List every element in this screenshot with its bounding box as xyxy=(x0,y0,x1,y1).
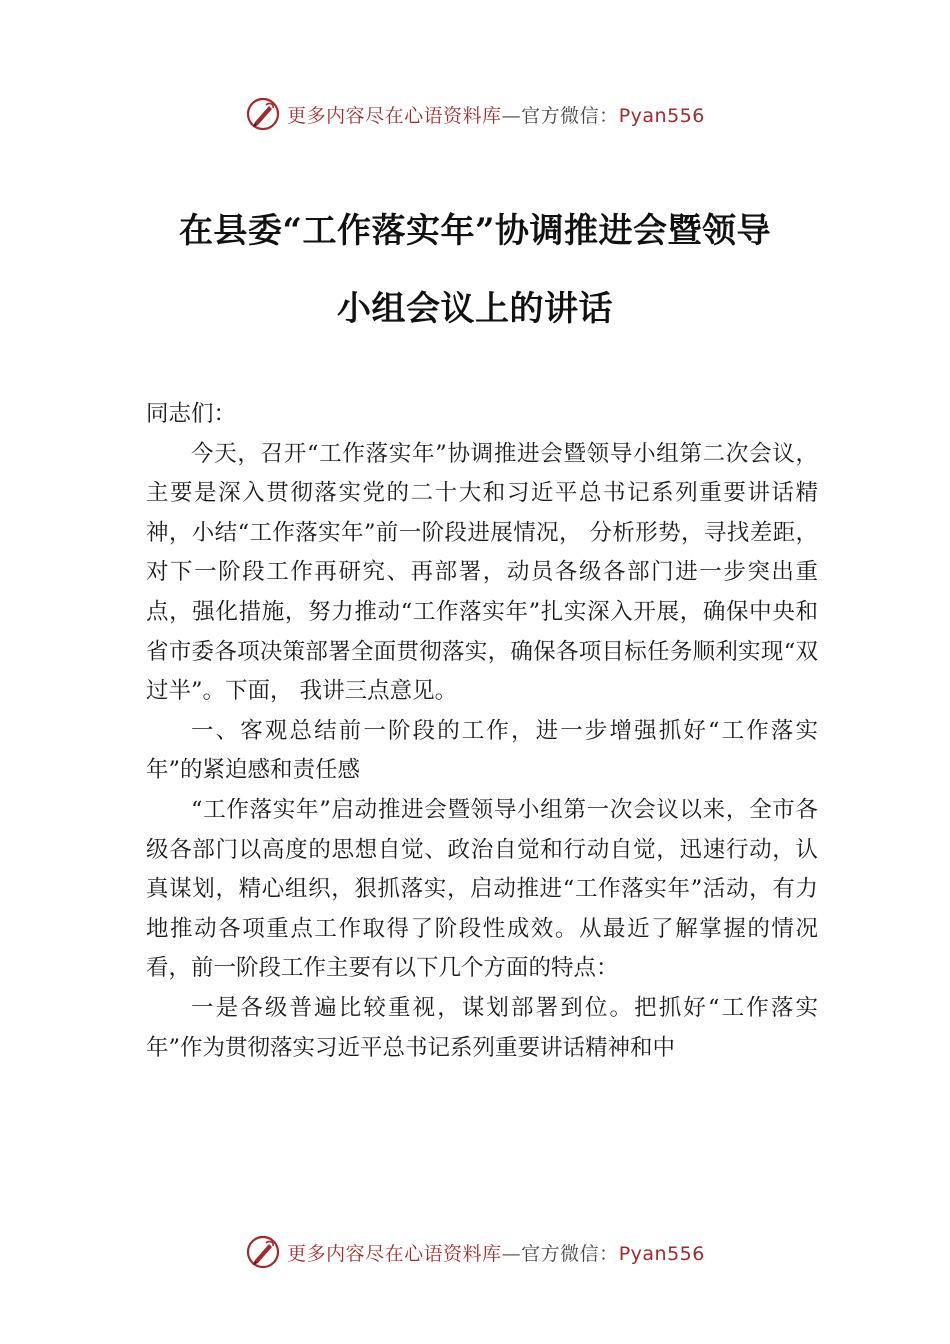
paragraph-3: 一是各级普遍比较重视，谋划部署到位。把抓好“工作落实年”作为贯彻落实习近平总书记系列重要讲话精神和中 xyxy=(146,994,818,1061)
paragraph-2: “工作落实年”启动推进会暨领导小组第一次会议以来，全市各级各部门以高度的思想自觉、政治自觉和行动自觉，迅速行动，认真谋划，精心组织，狠抓落实，启动推进“工作落实年”活动，有力地推动各项重点工作取得了阶段性成效。从最近了解掌握的情况看，前一阶段工作主要有以下几个方面的特点： xyxy=(146,796,818,982)
watermark-main: 更多内容尽在心语资料库 xyxy=(287,104,502,127)
watermark-footer xyxy=(0,1232,950,1272)
watermark-header xyxy=(0,94,950,134)
document-title xyxy=(110,192,840,348)
paragraph-1: 今天，召开“工作落实年”协调推进会暨领导小组第二次会议，主要是深入贯彻落实党的二十大和习近平总书记系列重要讲话精神，小结“工作落实年”前一阶段进展情况， 分析形势，寻找差距，对下一阶段工作再研究、再部署，动员各级各部门进一步突出重点，强化措施，努力推动“工作落实年”扎实深入开展，确保中央和省市委各项决策部署全面贯彻落实，确保各项目标任务顺利实现“双过半”。下面， 我讲三点意见。 xyxy=(146,440,818,705)
watermark-dash: — xyxy=(501,104,522,127)
watermark-main: 更多内容尽在心语资料库 xyxy=(287,1242,502,1265)
document-body xyxy=(146,395,818,1068)
greeting: 同志们： xyxy=(146,401,237,427)
watermark-text xyxy=(287,1239,705,1266)
title-line-2: 小组会议上的讲话 xyxy=(337,289,613,329)
watermark-code: Pyan556 xyxy=(618,1242,705,1265)
watermark-label: 官方微信： xyxy=(521,1242,619,1265)
watermark-label: 官方微信： xyxy=(521,104,619,127)
pen-logo-icon xyxy=(245,1234,281,1270)
watermark-text xyxy=(287,101,705,128)
watermark-code: Pyan556 xyxy=(618,104,705,127)
pen-logo-icon xyxy=(245,96,281,132)
watermark-dash: — xyxy=(501,1242,522,1265)
section-heading-1: 一、客观总结前一阶段的工作，进一步增强抓好“工作落实年”的紧迫感和责任感 xyxy=(146,717,818,784)
title-line-1: 在县委“工作落实年”协调推进会暨领导 xyxy=(178,211,772,251)
